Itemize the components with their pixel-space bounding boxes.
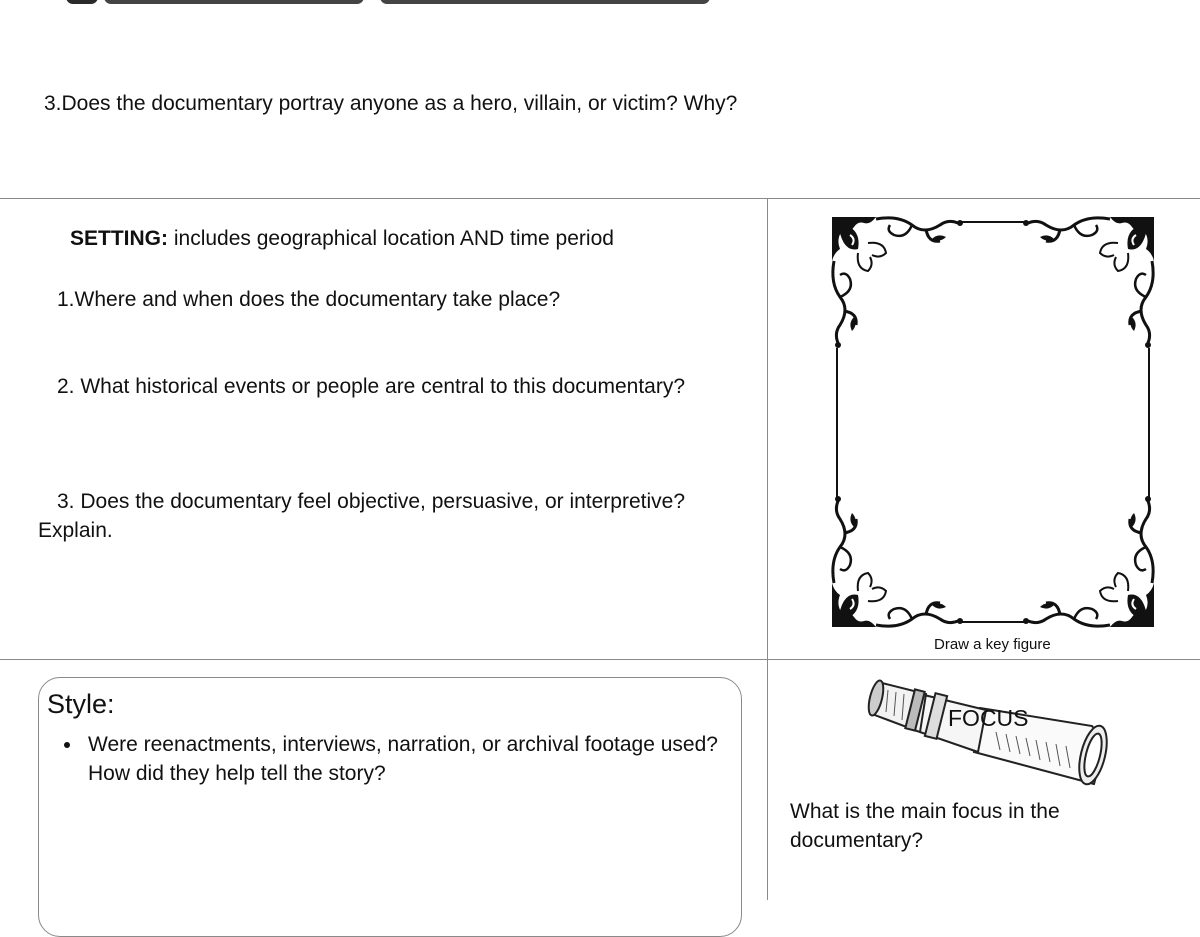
question-text: Does the documentary feel objective, persuasive, or interpretive? Explain. xyxy=(38,490,686,542)
question-text: What historical events or people are central to this documentary? xyxy=(80,375,686,398)
focus-question: What is the main focus in the documentary? xyxy=(790,800,1060,852)
key-figure-drawing-frame[interactable] xyxy=(828,213,1158,631)
style-title: Style: xyxy=(47,689,115,719)
question-number: 3. xyxy=(44,92,62,115)
divider-top xyxy=(0,198,1200,199)
question-3-hero-villain xyxy=(44,92,737,116)
setting-question-2 xyxy=(57,375,685,399)
setting-heading-bold: SETTING: xyxy=(70,227,168,250)
question-number: 3. xyxy=(57,490,75,513)
setting-question-3 xyxy=(38,487,763,545)
setting-heading xyxy=(70,227,614,251)
question-text: Where and when does the documentary take place? xyxy=(74,288,561,311)
setting-question-1 xyxy=(57,288,560,312)
style-answer-box[interactable] xyxy=(38,677,742,937)
cut-off-text-top xyxy=(0,0,1200,6)
focus-label: FOCUS xyxy=(948,705,1029,731)
question-text: Does the documentary portray anyone as a hero, villain, or victim? Why? xyxy=(61,92,738,115)
question-number: 2. xyxy=(57,375,75,398)
divider-vertical xyxy=(767,198,768,900)
setting-heading-rest: includes geographical location AND time period xyxy=(173,227,614,250)
divider-middle xyxy=(0,659,1200,660)
style-bullet-text: Were reenactments, interviews, narration, or archival footage used? How did they help tell the story? xyxy=(88,733,718,785)
ornate-frame-icon xyxy=(828,213,1158,631)
key-figure-caption: Draw a key figure xyxy=(934,636,1051,653)
bullet-icon xyxy=(64,742,70,748)
question-number: 1. xyxy=(57,288,75,311)
